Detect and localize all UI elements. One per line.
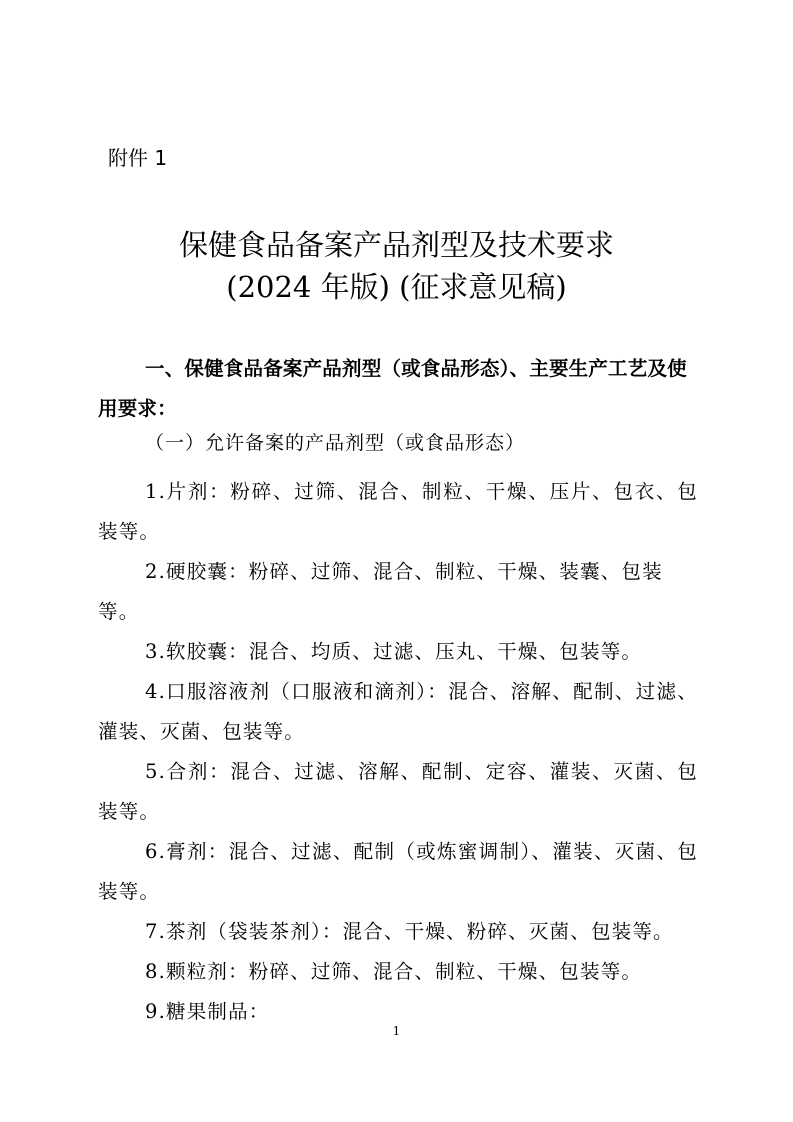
- list-item: 5.合剂：混合、过滤、溶解、配制、定容、灌装、灭菌、包装等。: [98, 760, 698, 823]
- page-number: 1: [392, 1024, 401, 1038]
- list-item: 3.软胶囊：混合、均质、过滤、压丸、干燥、包装等。: [145, 640, 643, 663]
- list-item: 7.茶剂（袋装茶剂）：混合、干燥、粉碎、灭菌、包装等。: [145, 920, 674, 943]
- list-item: 2.硬胶囊：粉碎、过筛、混合、制粒、干燥、装囊、包装等。: [98, 560, 663, 623]
- dosage-form-list: [98, 472, 698, 1032]
- sub-heading: （一）允许备案的产品剂型（或食品形态）: [145, 432, 526, 454]
- list-item: 4.口服溶液剂（口服液和滴剂）：混合、溶解、配制、过滤、灌装、灭菌、包装等。: [98, 680, 698, 743]
- list-item: 9.糖果制品：: [145, 1000, 270, 1023]
- section-heading: 一、保健食品备案产品剂型（或食品形态）、主要生产工艺及使用要求：: [98, 357, 687, 420]
- list-item: 8.颗粒剂：粉碎、过筛、混合、制粒、干燥、包装等。: [145, 960, 643, 983]
- list-item: 1.片剂：粉碎、过筛、混合、制粒、干燥、压片、包衣、包装等。: [98, 480, 698, 543]
- attachment-label: 附件 1: [108, 146, 168, 170]
- document-title-line-2: (2024 年版) (征求意见稿): [226, 270, 567, 304]
- list-item: 6.膏剂：混合、过滤、配制（或炼蜜调制）、灌装、灭菌、包装等。: [98, 840, 698, 903]
- document-title-line-1: 保健食品备案产品剂型及技术要求: [178, 228, 614, 262]
